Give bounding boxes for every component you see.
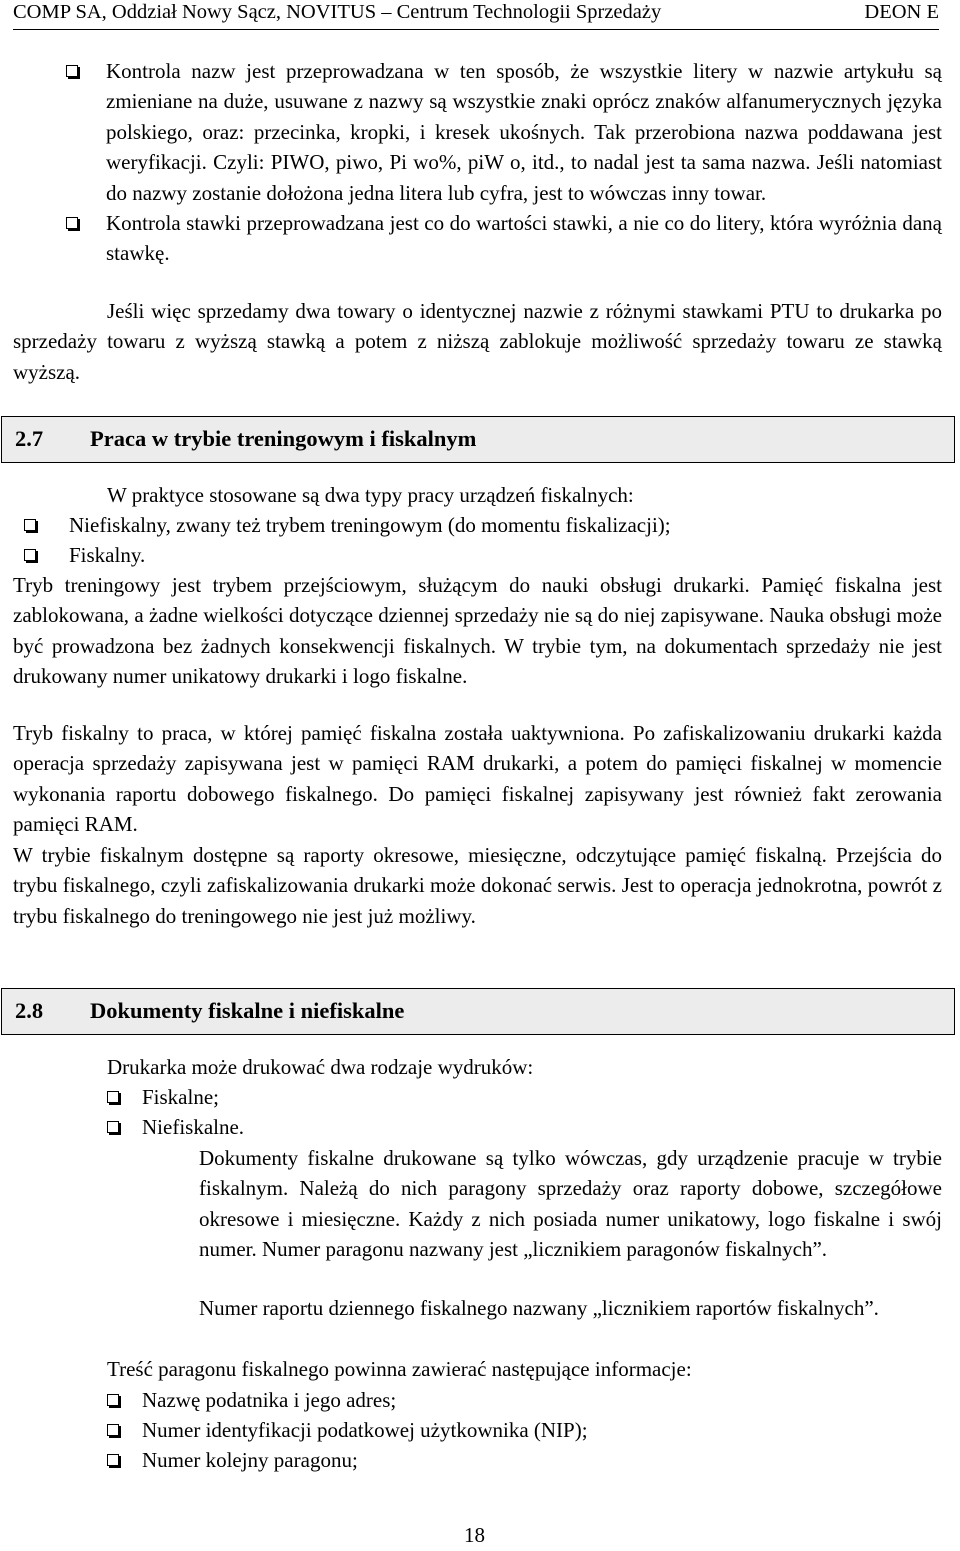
list-item-text: Nazwę podatnika i jego adres; xyxy=(142,1388,397,1412)
list-item-text: Niefiskalne. xyxy=(142,1115,245,1139)
section-heading xyxy=(1,416,955,463)
checkbox-bullet-icon xyxy=(24,549,36,561)
list-item xyxy=(107,1112,907,1142)
checkbox-bullet-icon xyxy=(107,1424,119,1436)
section-number: 2.8 xyxy=(15,998,44,1023)
checkbox-bullet-icon xyxy=(66,217,78,229)
section-number: 2.7 xyxy=(15,426,44,451)
list-item-text: Niefiskalny, zwany też trybem treningowym (do momentu fiskalizacji); xyxy=(69,513,671,537)
list-item-text: Fiskalny. xyxy=(69,543,146,567)
checkbox-bullet-icon xyxy=(107,1394,119,1406)
section-heading xyxy=(1,988,955,1035)
section-lead: Treść paragonu fiskalnego powinna zawierać następujące informacje: xyxy=(107,1357,692,1381)
list-item-text: Kontrola stawki przeprowadzana jest co do wartości stawki, a nie co do litery, która wyróżnia daną stawkę. xyxy=(106,211,942,266)
list-item-text: Numer identyfikacji podatkowej użytkownika (NIP); xyxy=(142,1418,588,1442)
paragraph: Tryb treningowy jest trybem przejściowym, służącym do nauki obsługi drukarki. Pamięć fiskalna jest zablokowana, a żadne wielkości dotyczące dziennej sprzedaży nie są do niej zapisywane. Nauka obsługi może być prowadzona bez żadnych konsekwencji fiskalnych. W trybie tym, na dokumentach sprzedaży nie jest drukowany numer unikatowy drukarki i logo fiskalne. xyxy=(13,573,942,689)
section-lead: Drukarka może drukować dwa rodzaje wydruków: xyxy=(107,1055,534,1079)
page-number: 18 xyxy=(464,1523,485,1547)
section-lead: W praktyce stosowane są dwa typy pracy urządzeń fiskalnych: xyxy=(107,483,634,507)
section-title: Dokumenty fiskalne i niefiskalne xyxy=(90,998,405,1023)
list-item-text: Numer kolejny paragonu; xyxy=(142,1448,358,1472)
header-company: COMP SA, Oddział Nowy Sącz, NOVITUS – Centrum Technologii Sprzedaży xyxy=(13,1,662,23)
paragraph: Numer raportu dziennego fiskalnego nazwany „licznikiem raportów fiskalnych”. xyxy=(199,1296,879,1320)
list-item xyxy=(66,208,942,269)
list-item xyxy=(66,56,942,208)
checkbox-bullet-icon xyxy=(66,65,78,77)
checkbox-bullet-icon xyxy=(107,1121,119,1133)
list-item xyxy=(107,1415,907,1445)
list-item xyxy=(107,1082,907,1112)
list-item-text: Kontrola nazw jest przeprowadzana w ten sposób, że wszystkie litery w nazwie artykułu są zmieniane na duże, usuwane z nazwy są wszystkie znaki oprócz znaków alfanumerycznych języka polskiego, oraz: przecinka, kropki, i kresek ukośnych. Tak przerobiona nazwa poddawana jest weryfikacji. Czyli: PIWO, piwo, Pi wo%, piW o, itd., to nadal jest ta sama nazwa. Jeśli natomiast do nazwy zostanie dołożona jedna litera lub cyfra, jest to wówczas inny towar. xyxy=(106,59,942,205)
checkbox-bullet-icon xyxy=(24,519,36,531)
paragraph: Tryb fiskalny to praca, w której pamięć fiskalna została uaktywniona. Po zafiskalizowaniu drukarki każda operacja sprzedaży zapisywana jest w pamięci RAM drukarki, a potem do pamięci fiskalnej w momencie wykonania raportu dobowego fiskalnego. Do pamięci fiskalnej zapisywany jest również fakt zerowania pamięci RAM. xyxy=(13,721,942,837)
list-item xyxy=(107,1445,907,1475)
section-title: Praca w trybie treningowym i fiskalnym xyxy=(90,426,477,451)
list-item xyxy=(107,1385,907,1415)
header-product: DEON E xyxy=(864,1,939,23)
list-item xyxy=(24,510,924,540)
list-item-text: Fiskalne; xyxy=(142,1085,219,1109)
paragraph: Dokumenty fiskalne drukowane są tylko wówczas, gdy urządzenie pracuje w trybie fiskalnym. Należą do nich paragony sprzedaży oraz raporty dobowe, szczegółowe okresowe i miesięczne. Każdy z nich posiada numer unikatowy, logo fiskalne i swój numer. Numer paragonu nazwany jest „licznikiem paragonów fiskalnych”. xyxy=(199,1146,942,1262)
running-header xyxy=(13,0,939,30)
checkbox-bullet-icon xyxy=(107,1454,119,1466)
paragraph: W trybie fiskalnym dostępne są raporty okresowe, miesięczne, odczytujące pamięć fiskalną. Przejścia do trybu fiskalnego, czyli zafiskalizowania drukarki może dokonać serwis. Jest to operacja jednokrotna, powrót z trybu fiskalnego do treningowego nie jest już możliwy. xyxy=(13,843,942,928)
checkbox-bullet-icon xyxy=(107,1091,119,1103)
list-item xyxy=(24,540,924,570)
paragraph: Jeśli więc sprzedamy dwa towary o identycznej nazwie z różnymi stawkami PTU to drukarka po sprzedaży towaru z wyższą stawką a potem z niższą zablokuje możliwość sprzedaży towaru ze stawką wyższą. xyxy=(13,299,942,384)
